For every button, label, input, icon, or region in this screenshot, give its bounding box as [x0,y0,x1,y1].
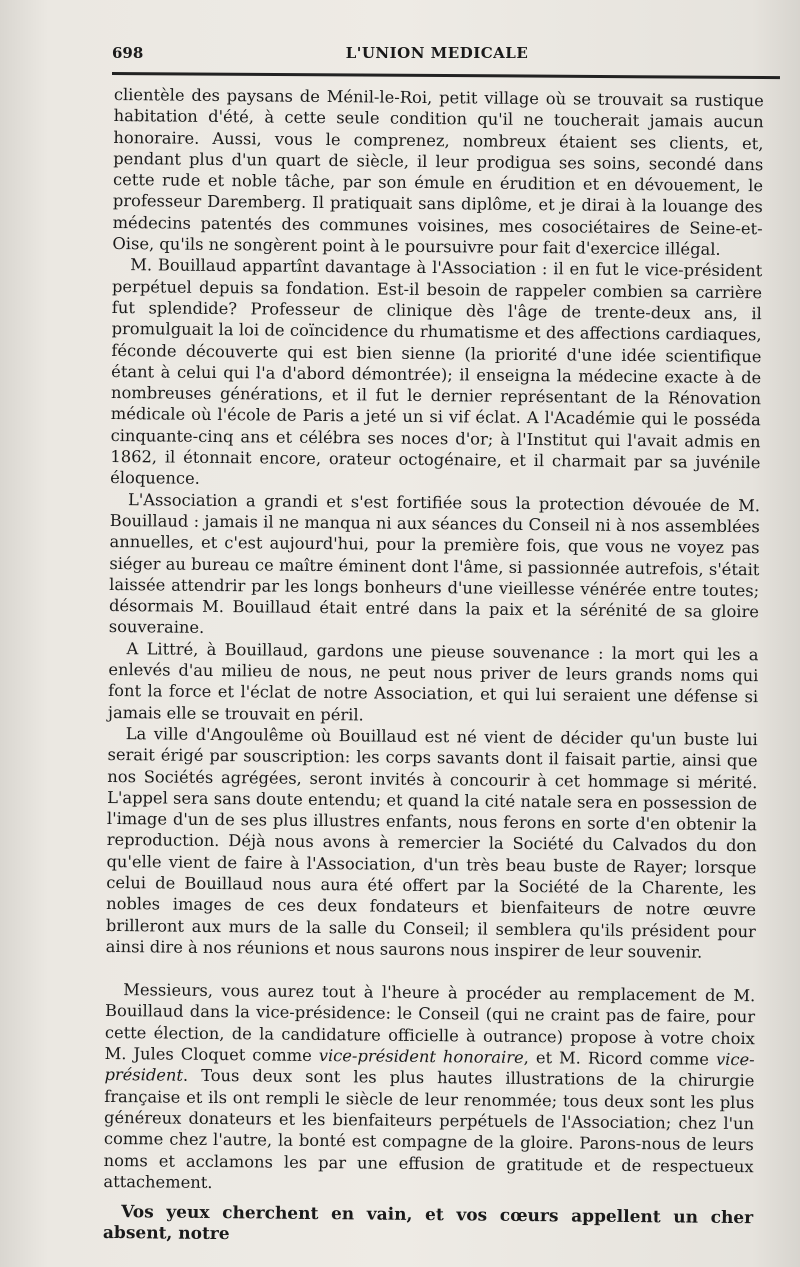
header-rule [112,72,780,79]
paragraph-text: Messieurs, vous aurez tout à l'heure à procéder au remplacement de M. Bouillaud dans la vice-présidence: le Conseil (qui ne craint pas de faire, pour cette élection, de la candidature officielle à outrance) propose à votre choix M. Jules Cloquet comme [104,980,756,1066]
paragraph [103,979,755,1198]
page-number: 698 [112,44,144,62]
page-header [112,36,762,66]
italic-title: vice-président honoraire [318,1046,524,1068]
article-body [103,84,764,1251]
paragraph: M. Bouillaud appartînt davantage à l'Association : il en fut le vice-président perpétuel depuis sa fondation. Est-il besoin de rappeler combien sa carrière fut splendide? Professeur de clinique dès l'âge de trente-deux ans, il promulguait la loi de coïncidence du rhumatisme et des affections cardiaques, féconde découverte qui est bien sienne (la priorité d'une idée scientifique étant à celui qui l'a d'abord démontrée); il enseigna la médecine exacte à de nombreuses générations, et il fut le dernier représentant de la Rénovation médicale où l'école de Paris a jeté un si vif éclat. A l'Académie qui le posséda cinquante-cinq ans et célébra ses noces d'or; à l'Institut qui l'avait admis en 1862, il étonnait encore, orateur octogénaire, et il charmait par sa juvénile éloquence. [110,255,763,489]
paragraph-text: , et M. Ricord comme [523,1048,717,1069]
running-title: L'UNION MEDICALE [345,44,529,62]
paragraph: A Littré, à Bouillaud, gardons une pieuse souvenance : la mort qui les a enlevés d'au milieu de nous, ne peut nous priver de leurs grands noms qui font la force et l'éclat de notre Association, et qui lui seraient une défense si jamais elle se trouvait en péril. [107,638,759,725]
paragraph: clientèle des paysans de Ménil-le-Roi, petit village où se trouvait sa rustique habitation d'été, à cette seule condition qu'il ne toucherait jamais aucun honoraire. Aussi, vous le comprenez, nombreux étaient ses clients, et, pendant plus d'un quart de siècle, il leur prodigua ses soins, secondé dans cette rude et noble tâche, par son émule en érudition et en dévouement, le professeur Daremberg. Il pratiquait sans diplôme, et je dirai à la louange des médecins patentés des communes voisines, mes cosociétaires de Seine-et-Oise, qu'ils ne songèrent point à le poursuivre pour fait d'exercice illégal. [112,84,764,259]
paragraph-text: . Tous deux sont les plus hautes illustrations de la chirurgie française et ils ont rempli le siècle de leur renommée; tous deux sont les plus généreux donateurs et les bienfaiteurs perpétuels de l'Association; chez l'un comme chez l'autre, la bonté est compagne de la gloire. Parons-nous de leurs noms et acclamons les par une effusion de gratitude et de respectueux attachement. [103,1066,755,1192]
paragraph: La ville d'Angoulême où Bouillaud est né vient de décider qu'un buste lui serait érigé par souscription: les corps savants dont il faisait partie, ainsi que nos Sociétés agrégées, seront invités à concourir à cet hommage si mérité. L'appel sera sans doute entendu; et quand la cité natale sera en possession de l'image d'un de ses plus illustres enfants, nous ferons en sorte d'en obtenir la reproduction. Déjà nous avons à remercier la Société du Calvados du don qu'elle vient de faire à l'Association, d'un très beau buste de Rayer; lorsque celui de Bouillaud nous aura été offert par la Société de la Charente, les nobles images de ces deux fondateurs et bienfaiteurs de notre œuvre brilleront aux murs de la salle du Conseil; il semblera qu'ils président pour ainsi dire à nos réunions et nous saurons nous inspirer de leur souvenir. [105,724,758,962]
closing-line: Vos yeux cherchent en vain, et vos cœurs appellent un cher absent, notre [102,1202,754,1245]
italic-title: vice-président [104,1049,755,1086]
paragraph: L'Association a grandi et s'est fortifiée sous la protection dévouée de M. Bouillaud : jamais il ne manqua ni aux séances du Conseil ni à nos assemblées annuelles, et c'est aujourd'hui, pour la première fois, que vous ne voyez pas siéger au bureau ce maître éminent dont l'âme, si passionnée autrefois, s'était laissée attendrir par les longs bonheurs d'une vieillesse vénérée entre toutes; désormais M. Bouillaud était entré dans la paix et la sérénité de sa gloire souveraine. [108,489,761,638]
